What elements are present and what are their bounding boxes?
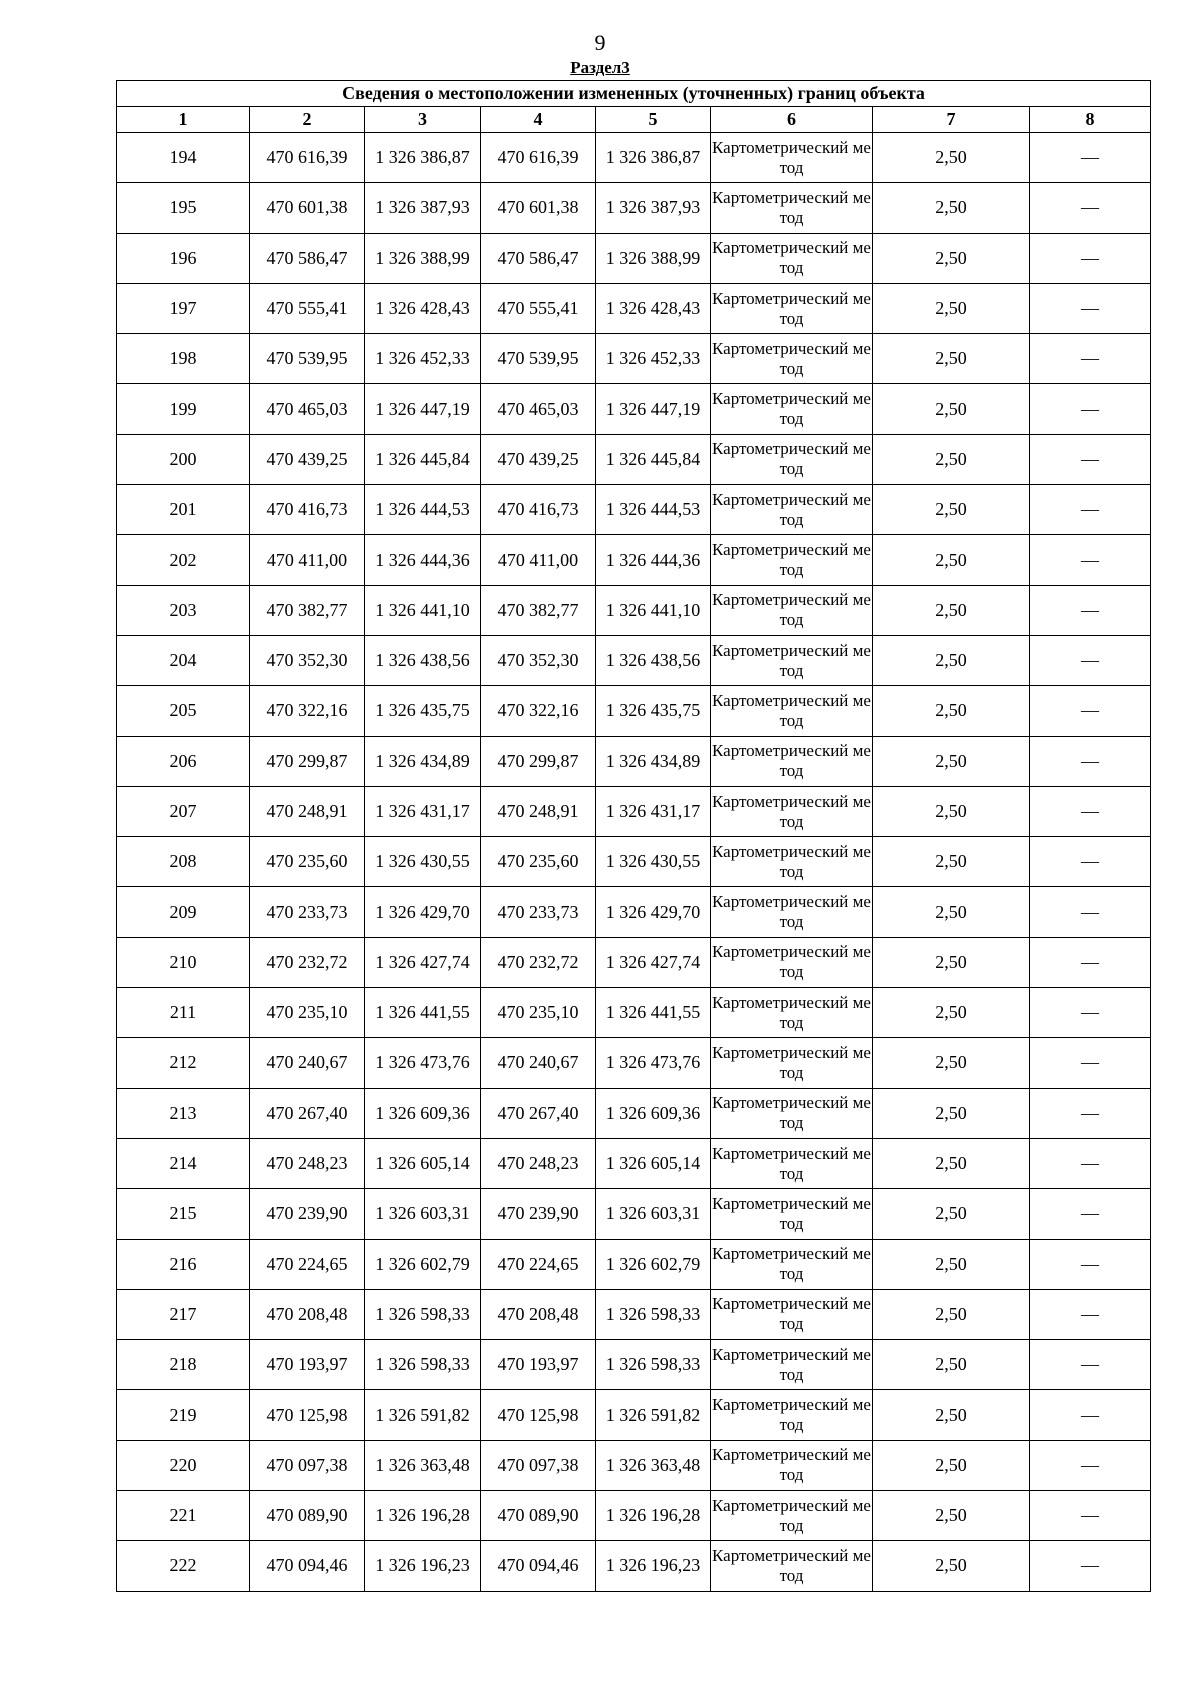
y-coordinate-cell: 1 326 441,10 [365,585,481,635]
x-coordinate-cell: 470 097,38 [481,1440,596,1490]
accuracy-cell: 2,50 [873,1340,1030,1390]
x-coordinate-cell: 470 235,10 [481,988,596,1038]
column-header: 5 [596,107,711,133]
method-cell: Картометрический метод [711,887,873,937]
y-coordinate-cell: 1 326 447,19 [596,384,711,434]
description-cell: — [1030,988,1151,1038]
table-row [117,635,1151,685]
x-coordinate-cell: 470 267,40 [250,1088,365,1138]
method-cell: Картометрический метод [711,1088,873,1138]
table-row [117,988,1151,1038]
table-row [117,585,1151,635]
point-number-cell: 218 [117,1340,250,1390]
x-coordinate-cell: 470 193,97 [250,1340,365,1390]
column-header: 6 [711,107,873,133]
y-coordinate-cell: 1 326 363,48 [365,1440,481,1490]
table-row [117,434,1151,484]
description-cell: — [1030,233,1151,283]
x-coordinate-cell: 470 411,00 [481,535,596,585]
table-row [117,183,1151,233]
y-coordinate-cell: 1 326 605,14 [596,1138,711,1188]
y-coordinate-cell: 1 326 438,56 [365,635,481,685]
table-caption-row [117,81,1151,107]
method-cell: Картометрический метод [711,1541,873,1591]
x-coordinate-cell: 470 233,73 [250,887,365,937]
y-coordinate-cell: 1 326 603,31 [596,1189,711,1239]
y-coordinate-cell: 1 326 444,36 [365,535,481,585]
table-row [117,1340,1151,1390]
y-coordinate-cell: 1 326 473,76 [596,1038,711,1088]
method-cell: Картометрический метод [711,1239,873,1289]
accuracy-cell: 2,50 [873,1541,1030,1591]
column-header: 7 [873,107,1030,133]
table-row [117,937,1151,987]
accuracy-cell: 2,50 [873,1239,1030,1289]
point-number-cell: 220 [117,1440,250,1490]
x-coordinate-cell: 470 193,97 [481,1340,596,1390]
table-row [117,837,1151,887]
y-coordinate-cell: 1 326 386,87 [596,133,711,183]
accuracy-cell: 2,50 [873,988,1030,1038]
x-coordinate-cell: 470 411,00 [250,535,365,585]
column-header: 2 [250,107,365,133]
column-header: 3 [365,107,481,133]
accuracy-cell: 2,50 [873,635,1030,685]
description-cell: — [1030,183,1151,233]
accuracy-cell: 2,50 [873,1491,1030,1541]
accuracy-cell: 2,50 [873,837,1030,887]
point-number-cell: 222 [117,1541,250,1591]
y-coordinate-cell: 1 326 434,89 [365,736,481,786]
accuracy-cell: 2,50 [873,233,1030,283]
x-coordinate-cell: 470 439,25 [250,434,365,484]
method-cell: Картометрический метод [711,736,873,786]
y-coordinate-cell: 1 326 444,53 [365,485,481,535]
description-cell: — [1030,1038,1151,1088]
y-coordinate-cell: 1 326 196,23 [596,1541,711,1591]
accuracy-cell: 2,50 [873,1289,1030,1339]
column-header-row [117,107,1151,133]
accuracy-cell: 2,50 [873,183,1030,233]
method-cell: Картометрический метод [711,1390,873,1440]
y-coordinate-cell: 1 326 434,89 [596,736,711,786]
y-coordinate-cell: 1 326 430,55 [365,837,481,887]
y-coordinate-cell: 1 326 386,87 [365,133,481,183]
x-coordinate-cell: 470 322,16 [481,686,596,736]
x-coordinate-cell: 470 601,38 [481,183,596,233]
x-coordinate-cell: 470 235,10 [250,988,365,1038]
point-number-cell: 212 [117,1038,250,1088]
point-number-cell: 219 [117,1390,250,1440]
accuracy-cell: 2,50 [873,334,1030,384]
point-number-cell: 211 [117,988,250,1038]
table-row [117,334,1151,384]
table-row [117,736,1151,786]
page-number: 9 [594,30,606,55]
y-coordinate-cell: 1 326 427,74 [365,937,481,987]
accuracy-cell: 2,50 [873,1440,1030,1490]
accuracy-cell: 2,50 [873,535,1030,585]
method-cell: Картометрический метод [711,183,873,233]
method-cell: Картометрический метод [711,585,873,635]
accuracy-cell: 2,50 [873,1038,1030,1088]
x-coordinate-cell: 470 208,48 [481,1289,596,1339]
x-coordinate-cell: 470 586,47 [481,233,596,283]
y-coordinate-cell: 1 326 387,93 [365,183,481,233]
x-coordinate-cell: 470 094,46 [250,1541,365,1591]
description-cell: — [1030,786,1151,836]
x-coordinate-cell: 470 208,48 [250,1289,365,1339]
accuracy-cell: 2,50 [873,384,1030,434]
y-coordinate-cell: 1 326 427,74 [596,937,711,987]
point-number-cell: 216 [117,1239,250,1289]
table-row [117,1239,1151,1289]
y-coordinate-cell: 1 326 441,55 [596,988,711,1038]
y-coordinate-cell: 1 326 388,99 [596,233,711,283]
x-coordinate-cell: 470 239,90 [481,1189,596,1239]
point-number-cell: 206 [117,736,250,786]
y-coordinate-cell: 1 326 447,19 [365,384,481,434]
point-number-cell: 209 [117,887,250,937]
x-coordinate-cell: 470 465,03 [250,384,365,434]
point-number-cell: 215 [117,1189,250,1239]
x-coordinate-cell: 470 232,72 [481,937,596,987]
point-number-cell: 210 [117,937,250,987]
point-number-cell: 197 [117,283,250,333]
x-coordinate-cell: 470 233,73 [481,887,596,937]
x-coordinate-cell: 470 601,38 [250,183,365,233]
point-number-cell: 203 [117,585,250,635]
x-coordinate-cell: 470 232,72 [250,937,365,987]
accuracy-cell: 2,50 [873,585,1030,635]
y-coordinate-cell: 1 326 431,17 [365,786,481,836]
y-coordinate-cell: 1 326 605,14 [365,1138,481,1188]
method-cell: Картометрический метод [711,283,873,333]
table-row [117,384,1151,434]
description-cell: — [1030,283,1151,333]
y-coordinate-cell: 1 326 435,75 [365,686,481,736]
accuracy-cell: 2,50 [873,434,1030,484]
description-cell: — [1030,535,1151,585]
table-row [117,233,1151,283]
y-coordinate-cell: 1 326 196,23 [365,1541,481,1591]
x-coordinate-cell: 470 097,38 [250,1440,365,1490]
y-coordinate-cell: 1 326 609,36 [365,1088,481,1138]
accuracy-cell: 2,50 [873,887,1030,937]
method-cell: Картометрический метод [711,485,873,535]
x-coordinate-cell: 470 089,90 [481,1491,596,1541]
accuracy-cell: 2,50 [873,283,1030,333]
y-coordinate-cell: 1 326 441,55 [365,988,481,1038]
x-coordinate-cell: 470 248,91 [250,786,365,836]
description-cell: — [1030,384,1151,434]
x-coordinate-cell: 470 322,16 [250,686,365,736]
table-row [117,283,1151,333]
x-coordinate-cell: 470 224,65 [250,1239,365,1289]
table-row [117,1289,1151,1339]
method-cell: Картометрический метод [711,1289,873,1339]
y-coordinate-cell: 1 326 441,10 [596,585,711,635]
accuracy-cell: 2,50 [873,133,1030,183]
x-coordinate-cell: 470 240,67 [481,1038,596,1088]
table-row [117,887,1151,937]
accuracy-cell: 2,50 [873,1189,1030,1239]
table-row [117,485,1151,535]
y-coordinate-cell: 1 326 196,28 [365,1491,481,1541]
x-coordinate-cell: 470 125,98 [481,1390,596,1440]
method-cell: Картометрический метод [711,384,873,434]
description-cell: — [1030,635,1151,685]
method-cell: Картометрический метод [711,1440,873,1490]
x-coordinate-cell: 470 235,60 [250,837,365,887]
point-number-cell: 213 [117,1088,250,1138]
x-coordinate-cell: 470 239,90 [250,1189,365,1239]
table-row [117,1088,1151,1138]
x-coordinate-cell: 470 555,41 [250,283,365,333]
y-coordinate-cell: 1 326 428,43 [596,283,711,333]
x-coordinate-cell: 470 416,73 [481,485,596,535]
method-cell: Картометрический метод [711,1138,873,1188]
description-cell: — [1030,1289,1151,1339]
table-row [117,1440,1151,1490]
accuracy-cell: 2,50 [873,786,1030,836]
y-coordinate-cell: 1 326 591,82 [596,1390,711,1440]
y-coordinate-cell: 1 326 452,33 [596,334,711,384]
description-cell: — [1030,133,1151,183]
description-cell: — [1030,686,1151,736]
method-cell: Картометрический метод [711,535,873,585]
y-coordinate-cell: 1 326 602,79 [365,1239,481,1289]
coordinates-table [116,80,1151,1592]
accuracy-cell: 2,50 [873,1138,1030,1188]
description-cell: — [1030,887,1151,937]
point-number-cell: 198 [117,334,250,384]
point-number-cell: 207 [117,786,250,836]
accuracy-cell: 2,50 [873,736,1030,786]
y-coordinate-cell: 1 326 591,82 [365,1390,481,1440]
x-coordinate-cell: 470 125,98 [250,1390,365,1440]
point-number-cell: 202 [117,535,250,585]
y-coordinate-cell: 1 326 387,93 [596,183,711,233]
description-cell: — [1030,937,1151,987]
y-coordinate-cell: 1 326 603,31 [365,1189,481,1239]
description-cell: — [1030,585,1151,635]
y-coordinate-cell: 1 326 363,48 [596,1440,711,1490]
y-coordinate-cell: 1 326 598,33 [365,1289,481,1339]
description-cell: — [1030,1239,1151,1289]
y-coordinate-cell: 1 326 430,55 [596,837,711,887]
y-coordinate-cell: 1 326 598,33 [365,1340,481,1390]
description-cell: — [1030,1390,1151,1440]
description-cell: — [1030,1340,1151,1390]
accuracy-cell: 2,50 [873,937,1030,987]
column-header: 8 [1030,107,1151,133]
x-coordinate-cell: 470 240,67 [250,1038,365,1088]
description-cell: — [1030,1491,1151,1541]
description-cell: — [1030,1541,1151,1591]
method-cell: Картометрический метод [711,434,873,484]
point-number-cell: 217 [117,1289,250,1339]
table-row [117,686,1151,736]
method-cell: Картометрический метод [711,1340,873,1390]
table-title: Сведения о местоположении измененных (уточненных) границ объекта [117,81,1151,107]
table-row [117,786,1151,836]
description-cell: — [1030,485,1151,535]
x-coordinate-cell: 470 539,95 [481,334,596,384]
method-cell: Картометрический метод [711,334,873,384]
point-number-cell: 208 [117,837,250,887]
method-cell: Картометрический метод [711,133,873,183]
y-coordinate-cell: 1 326 452,33 [365,334,481,384]
y-coordinate-cell: 1 326 388,99 [365,233,481,283]
x-coordinate-cell: 470 299,87 [481,736,596,786]
point-number-cell: 194 [117,133,250,183]
method-cell: Картометрический метод [711,786,873,836]
point-number-cell: 201 [117,485,250,535]
description-cell: — [1030,1440,1151,1490]
accuracy-cell: 2,50 [873,1390,1030,1440]
y-coordinate-cell: 1 326 429,70 [365,887,481,937]
point-number-cell: 205 [117,686,250,736]
y-coordinate-cell: 1 326 445,84 [365,434,481,484]
point-number-cell: 196 [117,233,250,283]
method-cell: Картометрический метод [711,1038,873,1088]
method-cell: Картометрический метод [711,937,873,987]
y-coordinate-cell: 1 326 602,79 [596,1239,711,1289]
table-row [117,535,1151,585]
section-title: Раздел3 [570,58,630,77]
method-cell: Картометрический метод [711,988,873,1038]
table-body [117,133,1151,1592]
table-row [117,1038,1151,1088]
x-coordinate-cell: 470 267,40 [481,1088,596,1138]
accuracy-cell: 2,50 [873,686,1030,736]
y-coordinate-cell: 1 326 435,75 [596,686,711,736]
y-coordinate-cell: 1 326 428,43 [365,283,481,333]
column-header: 4 [481,107,596,133]
x-coordinate-cell: 470 248,23 [250,1138,365,1188]
description-cell: — [1030,1138,1151,1188]
table-row [117,1138,1151,1188]
x-coordinate-cell: 470 616,39 [250,133,365,183]
description-cell: — [1030,837,1151,887]
table-row [117,133,1151,183]
method-cell: Картометрический метод [711,635,873,685]
y-coordinate-cell: 1 326 444,36 [596,535,711,585]
point-number-cell: 195 [117,183,250,233]
column-header: 1 [117,107,250,133]
x-coordinate-cell: 470 555,41 [481,283,596,333]
table-row [117,1541,1151,1591]
x-coordinate-cell: 470 248,23 [481,1138,596,1188]
accuracy-cell: 2,50 [873,485,1030,535]
method-cell: Картометрический метод [711,837,873,887]
x-coordinate-cell: 470 224,65 [481,1239,596,1289]
point-number-cell: 214 [117,1138,250,1188]
x-coordinate-cell: 470 248,91 [481,786,596,836]
table-row [117,1390,1151,1440]
x-coordinate-cell: 470 382,77 [250,585,365,635]
method-cell: Картометрический метод [711,1189,873,1239]
y-coordinate-cell: 1 326 445,84 [596,434,711,484]
x-coordinate-cell: 470 382,77 [481,585,596,635]
point-number-cell: 221 [117,1491,250,1541]
y-coordinate-cell: 1 326 196,28 [596,1491,711,1541]
y-coordinate-cell: 1 326 438,56 [596,635,711,685]
method-cell: Картометрический метод [711,686,873,736]
x-coordinate-cell: 470 352,30 [481,635,596,685]
x-coordinate-cell: 470 235,60 [481,837,596,887]
description-cell: — [1030,1189,1151,1239]
x-coordinate-cell: 470 299,87 [250,736,365,786]
y-coordinate-cell: 1 326 431,17 [596,786,711,836]
y-coordinate-cell: 1 326 444,53 [596,485,711,535]
y-coordinate-cell: 1 326 598,33 [596,1289,711,1339]
table-row [117,1491,1151,1541]
x-coordinate-cell: 470 416,73 [250,485,365,535]
accuracy-cell: 2,50 [873,1088,1030,1138]
x-coordinate-cell: 470 616,39 [481,133,596,183]
x-coordinate-cell: 470 539,95 [250,334,365,384]
y-coordinate-cell: 1 326 609,36 [596,1088,711,1138]
x-coordinate-cell: 470 089,90 [250,1491,365,1541]
x-coordinate-cell: 470 465,03 [481,384,596,434]
x-coordinate-cell: 470 352,30 [250,635,365,685]
y-coordinate-cell: 1 326 429,70 [596,887,711,937]
x-coordinate-cell: 470 586,47 [250,233,365,283]
x-coordinate-cell: 470 094,46 [481,1541,596,1591]
point-number-cell: 199 [117,384,250,434]
x-coordinate-cell: 470 439,25 [481,434,596,484]
description-cell: — [1030,1088,1151,1138]
method-cell: Картометрический метод [711,1491,873,1541]
description-cell: — [1030,736,1151,786]
y-coordinate-cell: 1 326 598,33 [596,1340,711,1390]
method-cell: Картометрический метод [711,233,873,283]
point-number-cell: 200 [117,434,250,484]
y-coordinate-cell: 1 326 473,76 [365,1038,481,1088]
table-row [117,1189,1151,1239]
description-cell: — [1030,334,1151,384]
point-number-cell: 204 [117,635,250,685]
description-cell: — [1030,434,1151,484]
